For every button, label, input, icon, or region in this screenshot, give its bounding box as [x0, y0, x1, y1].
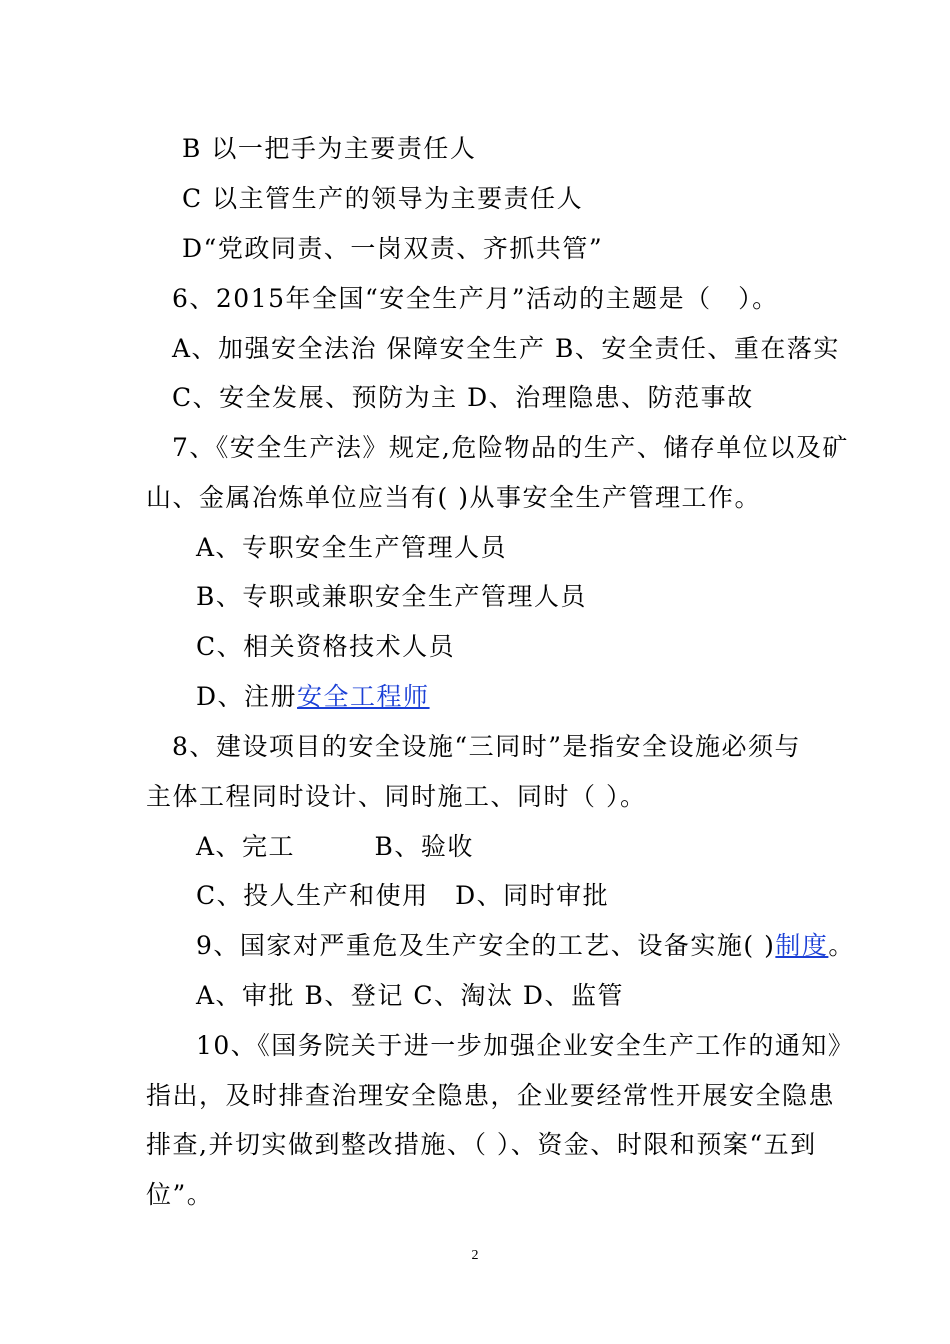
question-10-line-1: 10、《国务院关于进一步加强企业安全生产工作的通知》 [196, 1031, 855, 1060]
question-10-line-4: 位”。 [146, 1180, 214, 1209]
question-7-option-d [196, 680, 430, 714]
option-c-line: C 以主管生产的领导为主要责任人 [182, 184, 584, 213]
option-d-line: D“党政同责、一岗双责、齐抓共管” [182, 234, 604, 263]
question-7-line-1: 7、《安全生产法》规定,危险物品的生产、储存单位以及矿 [172, 433, 849, 462]
question-6: 6、2015年全国“安全生产月”活动的主题是（ ）。 [172, 284, 779, 313]
option-b-line: B 以一把手为主要责任人 [182, 134, 477, 163]
safety-engineer-link[interactable]: 安全工程师 [297, 682, 430, 711]
question-7-option-b: B、专职或兼职安全生产管理人员 [196, 582, 587, 611]
question-9 [196, 929, 855, 963]
question-8-line-2: 主体工程同时设计、同时施工、同时（ ）。 [146, 782, 647, 811]
question-6-options-cd: C、安全发展、预防为主 D、治理隐患、防范事故 [172, 383, 754, 412]
system-link[interactable]: 制度 [775, 931, 829, 960]
question-7-option-c: C、相关资格技术人员 [196, 632, 456, 661]
question-8-options-cd: C、投人生产和使用 D、同时审批 [196, 881, 610, 910]
question-7-option-a: A、专职安全生产管理人员 [196, 533, 508, 562]
option-d-text: D、注册 [196, 682, 298, 711]
question-7-line-2: 山、金属冶炼单位应当有( )从事安全生产管理工作。 [146, 483, 761, 512]
question-8-options-ab: A、完工 B、验收 [196, 832, 474, 861]
question-9-options: A、审批 B、登记 C、淘汰 D、监管 [196, 981, 624, 1010]
question-9-end: 。 [828, 931, 855, 960]
question-8-line-1: 8、建设项目的安全设施“三同时”是指安全设施必须与 [172, 732, 801, 761]
question-10-line-3: 排查,并切实做到整改措施、（ ）、资金、时限和预案“五到 [146, 1130, 817, 1159]
question-10-line-2: 指出，及时排查治理安全隐患，企业要经常性开展安全隐患 [146, 1081, 836, 1110]
question-9-text: 9、国家对严重危及生产安全的工艺、设备实施( ) [196, 931, 776, 960]
question-6-options-ab: A、加强安全法治 保障安全生产 B、安全责任、重在落实 [172, 334, 840, 363]
page-number: 2 [471, 1248, 479, 1263]
